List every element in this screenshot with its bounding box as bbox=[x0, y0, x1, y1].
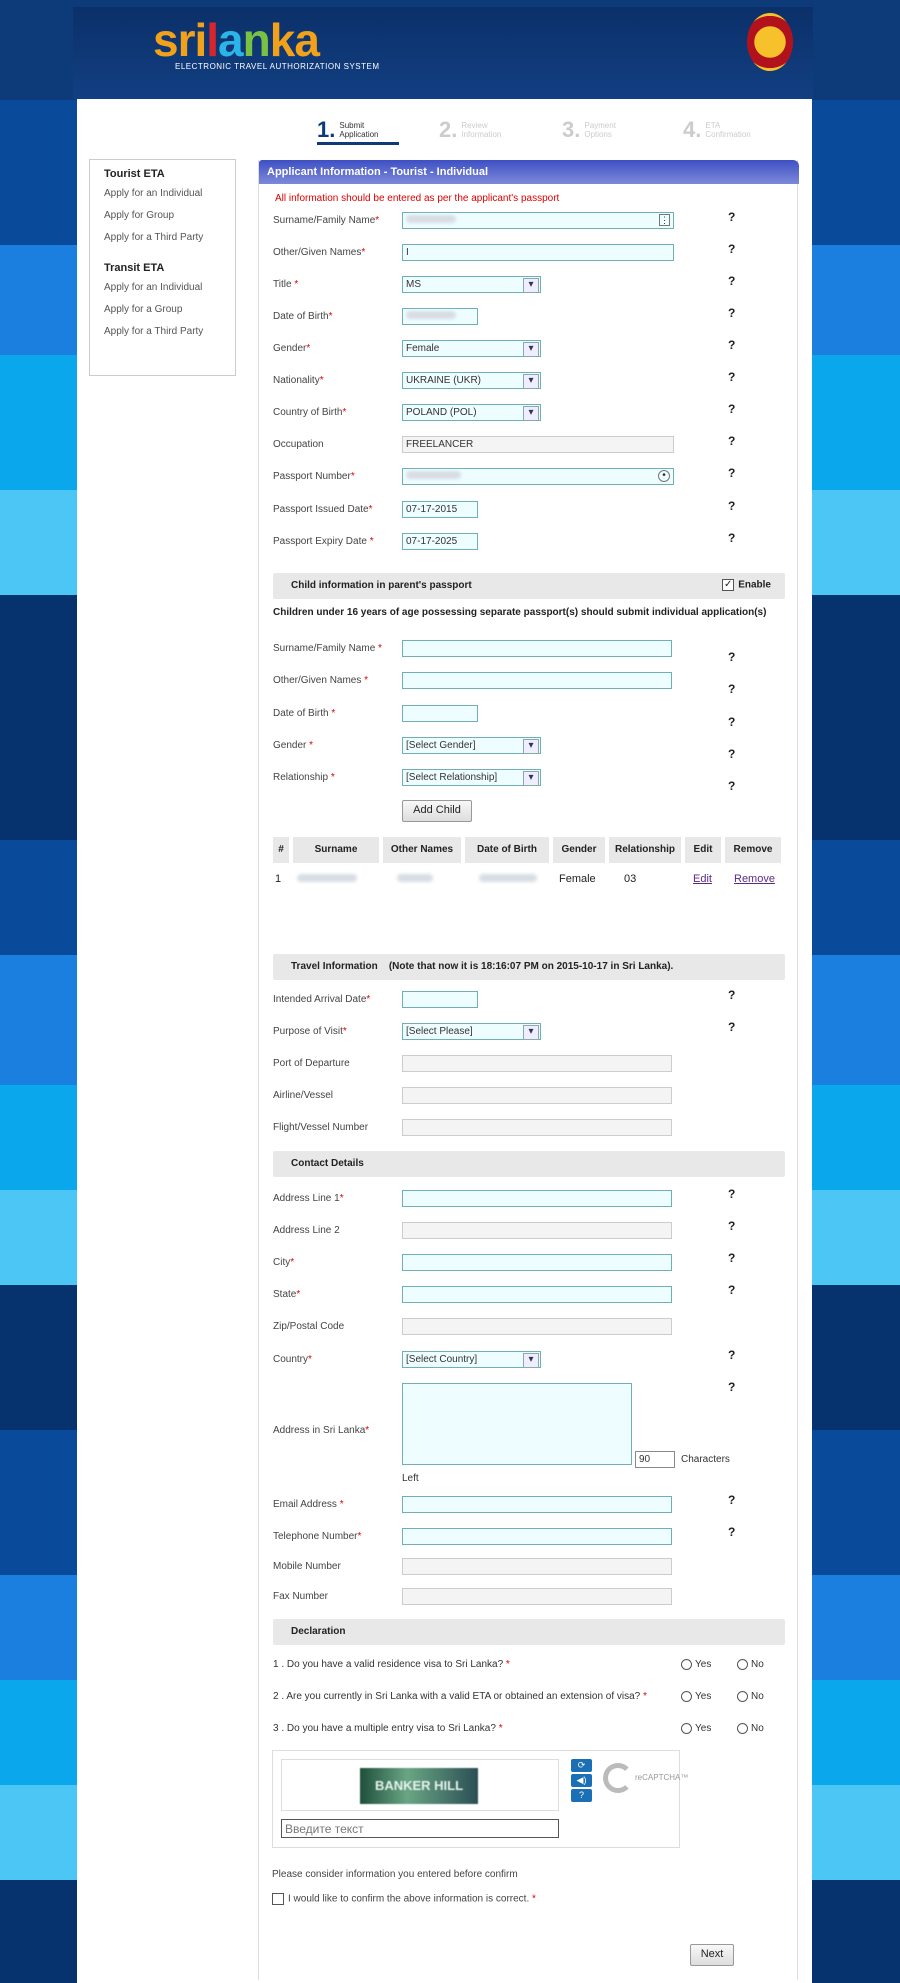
flight-input[interactable] bbox=[402, 1119, 672, 1136]
help-icon[interactable]: ? bbox=[728, 338, 736, 352]
dob-input[interactable] bbox=[402, 308, 478, 325]
logo-subtitle: ELECTRONIC TRAVEL AUTHORIZATION SYSTEM bbox=[175, 62, 380, 71]
q3-yes-radio[interactable]: Yes bbox=[681, 1723, 711, 1734]
captcha-widget bbox=[272, 1750, 689, 1848]
site-header bbox=[73, 7, 813, 99]
child-relationship-select[interactable]: [Select Relationship] ▾ bbox=[402, 769, 541, 786]
given-names-input[interactable]: I bbox=[402, 244, 674, 261]
page-body bbox=[77, 99, 812, 1983]
row-surname: Surname/Family Name* ⋮ bbox=[273, 212, 773, 232]
sidebar-item-transit-third-party[interactable]: Apply for a Third Party bbox=[104, 326, 204, 337]
q2-no-radio[interactable]: No bbox=[737, 1691, 764, 1702]
airline-input[interactable] bbox=[402, 1087, 672, 1104]
row-address2: Address Line 2 bbox=[273, 1222, 773, 1242]
sidebar-item-tourist-individual[interactable]: Apply for an Individual bbox=[104, 188, 203, 199]
row-srilanka-address: Address in Sri Lanka* 90 Characters Left bbox=[273, 1381, 773, 1481]
child-dob-input[interactable] bbox=[402, 705, 478, 722]
q3-no-radio[interactable]: No bbox=[737, 1723, 764, 1734]
q2-yes-radio[interactable]: Yes bbox=[681, 1691, 711, 1702]
mobile-input[interactable] bbox=[402, 1558, 672, 1575]
passport-number-input[interactable] bbox=[402, 468, 674, 485]
national-emblem-icon bbox=[747, 13, 793, 71]
add-child-button[interactable]: Add Child bbox=[402, 800, 472, 822]
row-arrival-date: Intended Arrival Date* bbox=[273, 991, 773, 1011]
help-icon[interactable]: ? bbox=[728, 402, 736, 416]
help-icon[interactable]: ? bbox=[728, 650, 736, 664]
fax-input[interactable] bbox=[402, 1588, 672, 1605]
row-purpose: Purpose of Visit* [Select Please] ▾ bbox=[273, 1023, 773, 1043]
help-icon[interactable]: ? bbox=[728, 988, 736, 1002]
step-submit-application: 1. Submit Application bbox=[317, 117, 399, 145]
row-address1: Address Line 1* bbox=[273, 1190, 773, 1210]
left-label: Left bbox=[402, 1473, 419, 1484]
step-eta-confirmation: 4. ETA Confirmation bbox=[683, 117, 751, 142]
sidebar bbox=[89, 159, 236, 376]
port-input[interactable] bbox=[402, 1055, 672, 1072]
declaration-q3: 3 . Do you have a multiple entry visa to Sri Lanka? * Yes No bbox=[273, 1723, 764, 1735]
help-icon[interactable]: ? bbox=[571, 1789, 592, 1802]
application-form bbox=[258, 160, 798, 1980]
child-section-header: Child information in parent's passport ✓ Enable bbox=[273, 573, 785, 599]
country-select[interactable]: [Select Country] ▾ bbox=[402, 1351, 541, 1368]
contact-section-header: Contact Details bbox=[273, 1151, 785, 1177]
confirm-checkbox[interactable] bbox=[272, 1893, 284, 1905]
sidebar-item-transit-group[interactable]: Apply for a Group bbox=[104, 304, 183, 315]
sidebar-heading-transit: Transit ETA bbox=[104, 262, 165, 274]
enable-checkbox[interactable]: ✓ bbox=[724, 579, 733, 590]
help-icon[interactable]: ? bbox=[728, 306, 736, 320]
refresh-icon[interactable]: ⟳ bbox=[571, 1759, 592, 1772]
declaration-section-header: Declaration bbox=[273, 1619, 785, 1645]
row-city: City* bbox=[273, 1254, 773, 1274]
row-country: Country* [Select Country] ▾ bbox=[273, 1351, 773, 1371]
help-icon[interactable]: ? bbox=[728, 499, 736, 513]
row-child-surname: Surname/Family Name * bbox=[273, 640, 773, 660]
travel-section-header: Travel Information (Note that now it is 18:16:07 PM on 2015-10-17 in Sri Lanka). bbox=[273, 954, 785, 980]
keyboard-icon: ⋮ bbox=[660, 215, 669, 225]
help-icon[interactable]: ? bbox=[728, 531, 736, 545]
edit-link[interactable]: Edit bbox=[693, 873, 712, 885]
child-note: Children under 16 years of age possessing separate passport(s) should submit individual application(s) bbox=[273, 607, 767, 618]
sidebar-heading-tourist: Tourist ETA bbox=[104, 168, 165, 180]
row-port: Port of Departure bbox=[273, 1055, 773, 1075]
zip-input[interactable] bbox=[402, 1318, 672, 1335]
country-of-birth-select[interactable]: POLAND (POL) ▾ bbox=[402, 404, 541, 421]
recaptcha-icon bbox=[603, 1763, 633, 1793]
help-icon[interactable]: ? bbox=[728, 1020, 736, 1034]
row-country-of-birth: Country of Birth* POLAND (POL) ▾ bbox=[273, 404, 773, 424]
help-icon[interactable]: ? bbox=[728, 370, 736, 384]
chars-label: Characters bbox=[681, 1454, 730, 1465]
row-airline: Airline/Vessel bbox=[273, 1087, 773, 1107]
next-button[interactable]: Next bbox=[690, 1944, 734, 1966]
step-review-information: 2. Review Information bbox=[439, 117, 502, 142]
passport-note: All information should be entered as per the applicant's passport bbox=[275, 193, 560, 204]
recaptcha-logo: reCAPTCHA™ bbox=[603, 1759, 673, 1799]
child-given-input[interactable] bbox=[402, 672, 672, 689]
row-child-relationship: Relationship * [Select Relationship] ▾ bbox=[273, 769, 773, 789]
declaration-q1: 1 . Do you have a valid residence visa to Sri Lanka? * Yes No bbox=[273, 1659, 764, 1671]
form-title: Applicant Information - Tourist - Individual bbox=[259, 160, 799, 184]
remove-link[interactable]: Remove bbox=[734, 873, 775, 885]
row-nationality: Nationality* UKRAINE (UKR) ▾ bbox=[273, 372, 773, 392]
srilanka-address-textarea[interactable] bbox=[402, 1383, 632, 1465]
srilanka-logo: srilanka bbox=[153, 14, 319, 66]
gender-select[interactable]: Female ▾ bbox=[402, 340, 541, 357]
help-icon[interactable]: ? bbox=[728, 1348, 736, 1362]
row-passport-expiry: Passport Expiry Date * 07-17-2025 bbox=[273, 533, 773, 553]
help-icon[interactable]: ? bbox=[728, 1187, 736, 1201]
help-icon[interactable]: ? bbox=[728, 1219, 736, 1233]
child-table: # Surname Other Names Date of Birth Gender Relationship Edit Remove 1 Female 03 Edit Remove bbox=[273, 837, 788, 897]
captcha-input[interactable]: Введите текст bbox=[281, 1819, 559, 1838]
passport-expiry-input[interactable]: 07-17-2025 bbox=[402, 533, 478, 550]
occupation-input[interactable]: FREELANCER bbox=[402, 436, 674, 453]
row-child-gender: Gender * [Select Gender] ▾ bbox=[273, 737, 773, 757]
row-mobile: Mobile Number bbox=[273, 1558, 773, 1578]
help-icon[interactable]: ? bbox=[728, 747, 736, 761]
captcha-image-frame bbox=[281, 1759, 559, 1811]
help-icon[interactable]: ? bbox=[728, 1493, 736, 1507]
child-surname-input[interactable] bbox=[402, 640, 672, 657]
sidebar-item-tourist-third-party[interactable]: Apply for a Third Party bbox=[104, 232, 204, 243]
surname-input[interactable] bbox=[402, 212, 674, 229]
nationality-select[interactable]: UKRAINE (UKR) ▾ bbox=[402, 372, 541, 389]
help-icon[interactable]: ? bbox=[728, 779, 736, 793]
help-icon[interactable]: ? bbox=[728, 715, 736, 729]
row-telephone: Telephone Number* bbox=[273, 1528, 773, 1548]
row-flight: Flight/Vessel Number bbox=[273, 1119, 773, 1139]
help-icon[interactable]: ? bbox=[728, 1380, 736, 1394]
confirm-note: Please consider information you entered before confirm bbox=[272, 1869, 518, 1880]
purpose-select[interactable]: [Select Please] ▾ bbox=[402, 1023, 541, 1040]
row-fax: Fax Number bbox=[273, 1588, 773, 1608]
declaration-q2: 2 . Are you currently in Sri Lanka with a valid ETA or obtained an extension of visa? * Yes No bbox=[273, 1691, 764, 1703]
passport-issued-input[interactable]: 07-17-2015 bbox=[402, 501, 478, 518]
child-enable-toggle[interactable]: ✓ Enable bbox=[724, 579, 771, 591]
help-icon[interactable]: ? bbox=[728, 274, 736, 288]
captcha-image: BANKER HILL bbox=[360, 1768, 478, 1804]
row-child-dob: Date of Birth * bbox=[273, 705, 773, 725]
address-line2-input[interactable] bbox=[402, 1222, 672, 1239]
row-state: State* bbox=[273, 1286, 773, 1306]
q1-yes-radio[interactable]: Yes bbox=[681, 1659, 711, 1670]
help-icon[interactable]: ? bbox=[728, 434, 736, 448]
row-title: Title * MS ▾ bbox=[273, 276, 773, 296]
row-dob: Date of Birth* bbox=[273, 308, 773, 328]
help-icon[interactable]: ? bbox=[728, 466, 736, 480]
row-zip: Zip/Postal Code bbox=[273, 1318, 773, 1338]
help-icon[interactable]: ? bbox=[728, 1525, 736, 1539]
email-input[interactable] bbox=[402, 1496, 672, 1513]
confirm-row: I would like to confirm the above information is correct. * bbox=[272, 1893, 536, 1905]
sidebar-item-transit-individual[interactable]: Apply for an Individual bbox=[104, 282, 203, 293]
row-given-names: Other/Given Names* I bbox=[273, 244, 773, 264]
progress-steps bbox=[317, 117, 787, 147]
help-icon[interactable]: ? bbox=[728, 210, 736, 224]
city-input[interactable] bbox=[402, 1254, 672, 1271]
row-passport-issued: Passport Issued Date* 07-17-2015 bbox=[273, 501, 773, 521]
title-select[interactable]: MS ▾ bbox=[402, 276, 541, 293]
address-line1-input[interactable] bbox=[402, 1190, 672, 1207]
audio-icon[interactable]: ◀) bbox=[571, 1774, 592, 1787]
chars-left-counter: 90 bbox=[635, 1451, 675, 1468]
sidebar-item-tourist-group[interactable]: Apply for Group bbox=[104, 210, 175, 221]
help-icon[interactable]: ? bbox=[728, 1251, 736, 1265]
row-passport-number: Passport Number* • bbox=[273, 468, 773, 488]
help-icon[interactable]: ? bbox=[728, 682, 736, 696]
key-icon: • bbox=[658, 470, 670, 482]
row-child-given: Other/Given Names * bbox=[273, 672, 773, 692]
child-gender-select[interactable]: [Select Gender] ▾ bbox=[402, 737, 541, 754]
row-email: Email Address * bbox=[273, 1496, 773, 1516]
state-input[interactable] bbox=[402, 1286, 672, 1303]
arrival-date-input[interactable] bbox=[402, 991, 478, 1008]
q1-no-radio[interactable]: No bbox=[737, 1659, 764, 1670]
row-occupation: Occupation FREELANCER bbox=[273, 436, 773, 456]
row-gender: Gender* Female ▾ bbox=[273, 340, 773, 360]
help-icon[interactable]: ? bbox=[728, 242, 736, 256]
step-payment-options: 3. Payment Options bbox=[562, 117, 616, 142]
help-icon[interactable]: ? bbox=[728, 1283, 736, 1297]
telephone-input[interactable] bbox=[402, 1528, 672, 1545]
